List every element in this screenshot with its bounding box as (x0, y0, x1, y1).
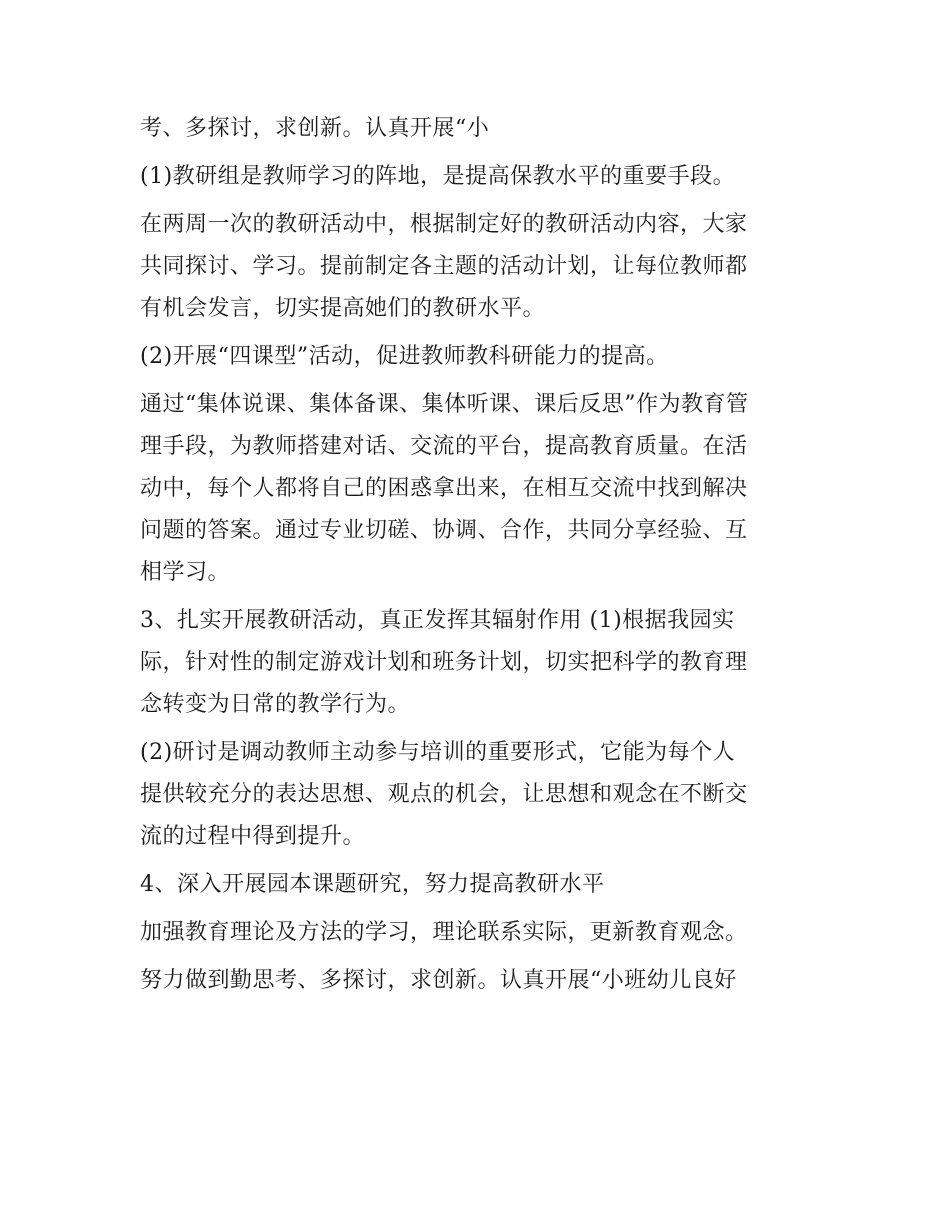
paragraph-10: 努力做到勤思考、多探讨，求创新。认真开展“小班幼儿良好 (140, 968, 737, 993)
paragraph-5: 通过“集体说课、集体备课、集体听课、课后反思”作为教育管 理手段，为教师搭建对话、交流的平台，提高教育质量。在活 动中，每个人都将自己的困惑拿出来，在相互交流中找到解决 问题的答案。通过专业切磋、协调、合作，共同分享经验、互 相学习。 (140, 392, 749, 585)
paragraph-8: 4、深入开展园本课题研究，努力提高教研水平 (140, 872, 605, 897)
paragraph-3: 在两周一次的教研活动中，根据制定好的教研活动内容，大家 共同探讨、学习。提前制定各主题的活动计划，让每位教师都 有机会发言，切实提高她们的教研水平。 (140, 212, 748, 321)
paragraph-1: 考、多探讨，求创新。认真开展“小 (140, 116, 490, 141)
paragraph-2: (1)教研组是教师学习的阵地，是提高保教水平的重要手段。 (140, 164, 736, 189)
paragraph-4: (2)开展“四课型”活动，促进教师教科研能力的提高。 (140, 344, 669, 369)
paragraph-7: (2)研讨是调动教师主动参与培训的重要形式，它能为每个人 提供较充分的表达思想、观点的机会，让思想和观念在不断交 流的过程中得到提升。 (140, 740, 748, 849)
paragraph-9: 加强教育理论及方法的学习，理论联系实际，更新教育观念。 (140, 920, 748, 945)
paragraph-6: 3、扎实开展教研活动，真正发挥其辐射作用 (1)根据我园实 际，针对性的制定游戏计划和班务计划，切实把科学的教育理 念转变为日常的教学行为。 (140, 608, 748, 717)
document-body (140, 108, 820, 1002)
